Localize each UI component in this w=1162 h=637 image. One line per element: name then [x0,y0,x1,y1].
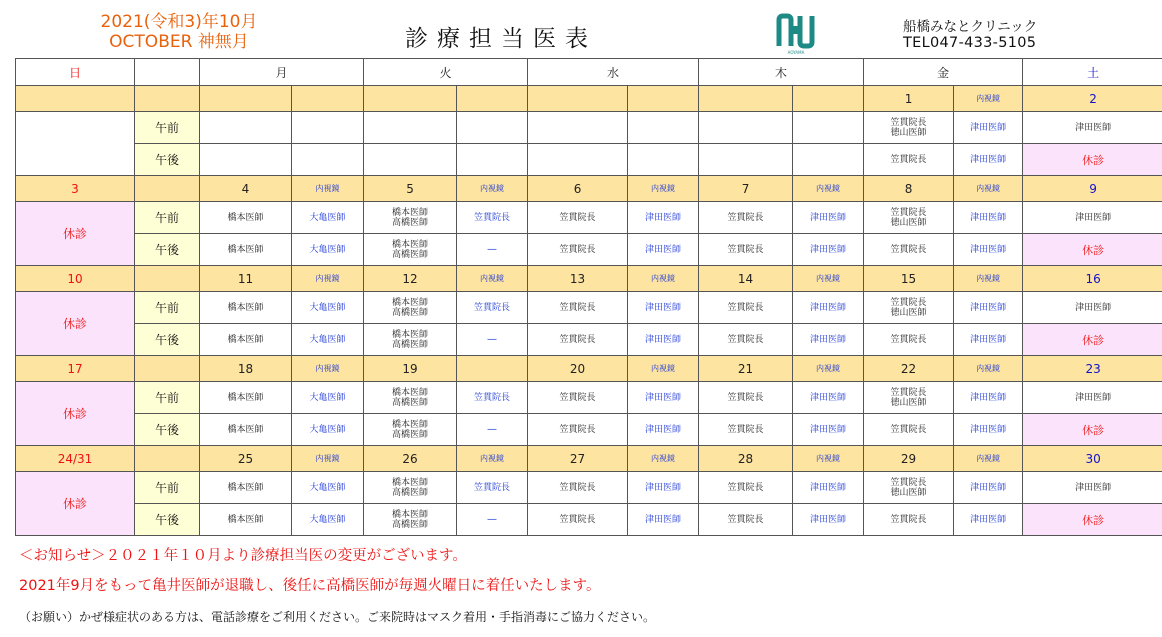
endoscopy-tag: 内視鏡 [292,356,364,382]
endoscopy-tag: 内視鏡 [628,356,699,382]
weekday-thu: 木 [699,59,864,86]
weekday-header-row [16,59,1162,86]
doctor-name: 高橋医師 [392,339,429,350]
doctor-name: 笠貫院長 [457,472,528,504]
doctor-name: 笠貫院長 [890,207,927,218]
doctor-cell [864,472,954,504]
date-tue: 19 [364,356,457,382]
doctor-name: 高橋医師 [392,429,429,440]
doctor-name: 津田医師 [1023,112,1162,144]
date-sun: 3 [16,176,135,202]
am-label: 午前 [135,112,200,144]
pm-row [16,414,1162,446]
date-row [16,446,1162,472]
doctor-name: 笠貫院長 [864,144,954,176]
am-row [16,202,1162,234]
sunday-closed: 休診 [16,472,135,536]
date-fri: 15 [864,266,954,292]
tag-blank [793,86,864,112]
date-tue: 26 [364,446,457,472]
doctor-name: 大亀医師 [292,382,364,414]
date-mon [200,86,292,112]
date-mon: 18 [200,356,292,382]
doctor-name: 津田医師 [954,472,1023,504]
date-sat: 9 [1023,176,1162,202]
am-label: 午前 [135,472,200,504]
am-label: 午前 [135,382,200,414]
doctor-name: 大亀医師 [292,324,364,356]
logo-mark-icon [776,12,816,56]
date-blank [135,356,200,382]
doctor-name: 高橋医師 [392,217,429,228]
endoscopy-tag: 内視鏡 [954,266,1023,292]
doctor-cell [292,112,364,144]
date-thu: 7 [699,176,793,202]
notice-line-3: （お願い）かぜ様症状のある方は、電話診療をご利用ください。ご来院時はマスク着用・手指消毒にご協力ください。 [19,610,656,624]
date-wed: 20 [528,356,628,382]
doctor-name: 大亀医師 [292,292,364,324]
doctor-name: 橋本医師 [200,382,292,414]
weekday-sat: 土 [1023,59,1162,86]
doctor-name: 橋本医師 [200,324,292,356]
date-thu [699,86,793,112]
doctor-name: 橋本医師 [200,202,292,234]
pm-row [16,144,1162,176]
doctor-name: 笠貫院長 [864,504,954,536]
doctor-cell [528,144,628,176]
doctor-cell [364,292,457,324]
doctor-name: 大亀医師 [292,472,364,504]
doctor-name: 笠貫院長 [457,202,528,234]
endoscopy-tag: 内視鏡 [954,86,1023,112]
doctor-name: 津田医師 [1023,472,1162,504]
doctor-name: 高橋医師 [392,519,429,530]
doctor-name: 笠貫院長 [699,472,793,504]
doctor-name: 津田医師 [793,414,864,446]
am-row [16,292,1162,324]
date-mon: 4 [200,176,292,202]
doctor-cell [793,144,864,176]
doctor-name: 笠貫院長 [528,382,628,414]
date-sat: 2 [1023,86,1162,112]
doctor-cell [364,414,457,446]
doctor-cell [864,112,954,144]
doctor-name: 笠貫院長 [699,504,793,536]
date-fri: 22 [864,356,954,382]
doctor-name: 笠貫院長 [528,292,628,324]
doctor-name: 橋本医師 [200,472,292,504]
date-fri: 8 [864,176,954,202]
doctor-name: 橋本医師 [392,297,429,308]
sunday-closed: 休診 [16,382,135,446]
doctor-name: 津田医師 [628,472,699,504]
doctor-cell [864,382,954,414]
doctor-cell [699,112,793,144]
date-row [16,86,1162,112]
doctor-name: 津田医師 [954,382,1023,414]
month-line-2: OCTOBER 神無月 [109,32,249,52]
doctor-name: 津田医師 [628,504,699,536]
saturday-closed: 休診 [1023,504,1162,536]
doctor-name: 津田医師 [793,324,864,356]
doctor-cell [628,144,699,176]
doctor-name: 笠貫院長 [864,414,954,446]
doctor-cell [864,202,954,234]
date-blank [135,86,200,112]
endoscopy-tag: 内視鏡 [628,266,699,292]
weekday-wed: 水 [528,59,699,86]
doctor-name: 津田医師 [954,414,1023,446]
schedule-month [54,12,304,52]
tag-blank [628,86,699,112]
sunday-cell [16,112,135,176]
endoscopy-tag: 内視鏡 [954,446,1023,472]
date-sat: 30 [1023,446,1162,472]
doctor-name: 徳山医師 [890,127,927,138]
date-wed [528,86,628,112]
doctor-cell [364,382,457,414]
doctor-name: 大亀医師 [292,234,364,266]
doctor-name: 津田医師 [954,112,1023,144]
doctor-name: 津田医師 [628,202,699,234]
doctor-name: 笠貫院長 [864,324,954,356]
date-blank [135,266,200,292]
doctor-name: 津田医師 [628,414,699,446]
date-sun: 10 [16,266,135,292]
date-sat: 16 [1023,266,1162,292]
clinic-name: 船橋みなとクリニック [903,19,1038,35]
endoscopy-tag: 内視鏡 [292,446,364,472]
date-fri: 29 [864,446,954,472]
doctor-name: 笠貫院長 [699,292,793,324]
doctor-name: 笠貫院長 [528,234,628,266]
doctor-name: 笠貫院長 [528,324,628,356]
doctor-cell [364,324,457,356]
endoscopy-tag: 内視鏡 [954,176,1023,202]
endoscopy-tag: 内視鏡 [457,446,528,472]
pm-label: 午後 [135,234,200,266]
weekday-tue: 火 [364,59,528,86]
no-doctor-dash: — [457,504,528,536]
doctor-name: 津田医師 [793,292,864,324]
doctor-name: 笠貫院長 [457,292,528,324]
doctor-name: 津田医師 [793,202,864,234]
doctor-cell [364,144,457,176]
doctor-cell [364,472,457,504]
doctor-name: 橋本医師 [392,387,429,398]
doctor-cell [364,112,457,144]
doctor-name: 橋本医師 [392,509,429,520]
weekday-blank [135,59,200,86]
clinic-logo [776,12,816,56]
date-tue: 12 [364,266,457,292]
date-sun: 24/31 [16,446,135,472]
sunday-closed: 休診 [16,292,135,356]
doctor-name: 津田医師 [954,234,1023,266]
date-sun: 17 [16,356,135,382]
doctor-cell [364,234,457,266]
doctor-name: 津田医師 [1023,202,1162,234]
date-thu: 28 [699,446,793,472]
date-thu: 14 [699,266,793,292]
weekday-fri: 金 [864,59,1023,86]
weekday-sun: 日 [16,59,135,86]
saturday-closed: 休診 [1023,234,1162,266]
doctor-name: 津田医師 [793,504,864,536]
doctor-cell [457,112,528,144]
doctor-name: 高橋医師 [392,249,429,260]
pm-label: 午後 [135,504,200,536]
doctor-name: 橋本医師 [392,477,429,488]
date-blank [135,446,200,472]
date-sun [16,86,135,112]
doctor-name: 津田医師 [1023,292,1162,324]
doctor-name: 高橋医師 [392,397,429,408]
endoscopy-tag: 内視鏡 [457,266,528,292]
doctor-name: 橋本医師 [200,414,292,446]
doctor-name: 津田医師 [954,324,1023,356]
doctor-name: 津田医師 [628,382,699,414]
doctor-name: 橋本医師 [392,207,429,218]
saturday-closed: 休診 [1023,324,1162,356]
date-row [16,266,1162,292]
notice-line-1: ＜お知らせ＞２０２１年１０月より診療担当医の変更がございます。 [19,548,467,564]
endoscopy-tag: 内視鏡 [954,356,1023,382]
date-row [16,356,1162,382]
doctor-name: 橋本医師 [392,329,429,340]
doctor-name: 笠貫院長 [890,297,927,308]
doctor-name: 大亀医師 [292,504,364,536]
date-tue: 5 [364,176,457,202]
date-thu: 21 [699,356,793,382]
doctor-name: 橋本医師 [200,504,292,536]
pm-label: 午後 [135,324,200,356]
month-line-1: 2021(令和3)年10月 [100,12,258,32]
doctor-cell [864,292,954,324]
doctor-cell [528,112,628,144]
doctor-name: 笠貫院長 [890,117,927,128]
date-mon: 11 [200,266,292,292]
endoscopy-tag: 内視鏡 [793,446,864,472]
pm-label: 午後 [135,414,200,446]
doctor-name: 笠貫院長 [457,382,528,414]
doctor-name: 笠貫院長 [890,387,927,398]
doctor-name: 徳山医師 [890,307,927,318]
date-blank [135,176,200,202]
doctor-name: 高橋医師 [392,307,429,318]
pm-row [16,504,1162,536]
doctor-name: 笠貫院長 [528,202,628,234]
am-row [16,472,1162,504]
doctor-name: 橋本医師 [200,234,292,266]
doctor-name: 大亀医師 [292,202,364,234]
sunday-closed: 休診 [16,202,135,266]
endoscopy-tag: 内視鏡 [628,176,699,202]
logo-text: AOYAMA [787,50,805,55]
doctor-name: 橋本医師 [200,292,292,324]
endoscopy-tag: 内視鏡 [457,176,528,202]
date-sat: 23 [1023,356,1162,382]
doctor-cell [200,144,292,176]
doctor-name: 笠貫院長 [699,202,793,234]
doctor-name: 大亀医師 [292,414,364,446]
endoscopy-tag: 内視鏡 [793,176,864,202]
doctor-name: 津田医師 [793,382,864,414]
doctor-name: 笠貫院長 [528,414,628,446]
doctor-cell [364,504,457,536]
doctor-name: 津田医師 [628,292,699,324]
date-wed: 13 [528,266,628,292]
doctor-cell [364,202,457,234]
am-label: 午前 [135,202,200,234]
doctor-name: 津田医師 [793,234,864,266]
saturday-closed: 休診 [1023,414,1162,446]
doctor-cell [793,112,864,144]
weekday-mon: 月 [200,59,364,86]
doctor-name: 笠貫院長 [699,234,793,266]
doctor-cell [628,112,699,144]
doctor-name: 津田医師 [954,202,1023,234]
endoscopy-tag: 内視鏡 [292,176,364,202]
date-fri: 1 [864,86,954,112]
doctor-name: 高橋医師 [392,487,429,498]
endoscopy-tag: 内視鏡 [292,266,364,292]
clinic-phone: TEL047-433-5105 [903,35,1037,51]
doctor-name: 笠貫院長 [890,477,927,488]
endoscopy-tag: 内視鏡 [628,446,699,472]
doctor-name: 笠貫院長 [528,504,628,536]
endoscopy-tag: 内視鏡 [793,356,864,382]
no-doctor-dash: — [457,324,528,356]
no-doctor-dash: — [457,414,528,446]
date-row [16,176,1162,202]
tag-blank [457,86,528,112]
tag-blank [292,86,364,112]
doctor-name: 笠貫院長 [699,382,793,414]
doctor-cell [292,144,364,176]
no-doctor-dash: — [457,234,528,266]
doctor-name: 笠貫院長 [528,472,628,504]
doctor-name: 津田医師 [793,472,864,504]
pm-row [16,234,1162,266]
doctor-name: 笠貫院長 [699,414,793,446]
doctor-name: 笠貫院長 [864,234,954,266]
date-tue [364,86,457,112]
am-row [16,112,1162,144]
doctor-name: 津田医師 [954,292,1023,324]
am-label: 午前 [135,292,200,324]
am-row [16,382,1162,414]
doctor-cell [200,112,292,144]
schedule-table [15,58,1162,536]
date-mon: 25 [200,446,292,472]
doctor-name: 橋本医師 [392,419,429,430]
doctor-name: 徳山医師 [890,217,927,228]
doctor-name: 津田医師 [954,144,1023,176]
doctor-cell [457,144,528,176]
tag-blank [457,356,528,382]
saturday-closed: 休診 [1023,144,1162,176]
date-wed: 27 [528,446,628,472]
pm-row [16,324,1162,356]
pm-label: 午後 [135,144,200,176]
doctor-cell [699,144,793,176]
doctor-name: 津田医師 [954,504,1023,536]
doctor-name: 津田医師 [628,234,699,266]
notice-line-2: 2021年9月をもって亀井医師が退職し、後任に高橋医師が毎週火曜日に着任いたします。 [19,578,601,594]
doctor-name: 笠貫院長 [699,324,793,356]
doctor-name: 徳山医師 [890,487,927,498]
date-wed: 6 [528,176,628,202]
page-title: 診療担当医表 [405,26,597,52]
doctor-name: 徳山医師 [890,397,927,408]
doctor-name: 津田医師 [1023,382,1162,414]
endoscopy-tag: 内視鏡 [793,266,864,292]
doctor-name: 津田医師 [628,324,699,356]
doctor-name: 橋本医師 [392,239,429,250]
